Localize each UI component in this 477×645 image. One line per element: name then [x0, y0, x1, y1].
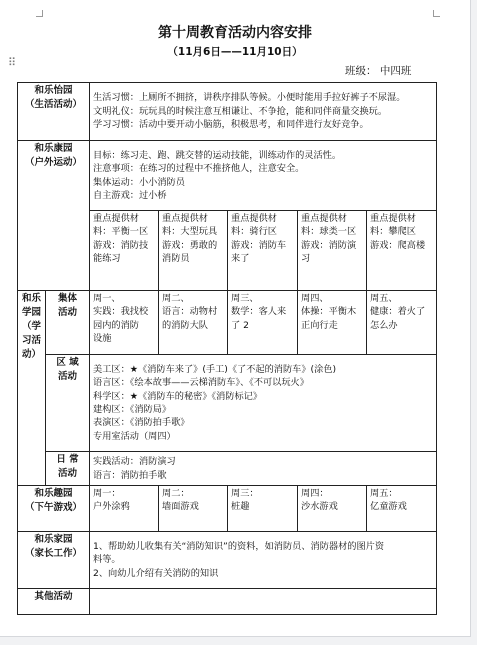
- section-play-name: 和乐趣园 （下午游戏）: [18, 486, 90, 532]
- row-learning-group: [18, 291, 437, 355]
- play-day-cell: 周三： 桩趣: [228, 486, 298, 532]
- group-day-cell: 周五、 健康：着火了 怎么办: [367, 291, 437, 355]
- group-day-cell: 周一、 实践：我找校 园内的消防 设施: [90, 291, 159, 355]
- section-life-content: [90, 83, 437, 141]
- section-learning-name: 和乐 学园 （学 习活 动）: [18, 291, 46, 486]
- station-cell: 重点提供材 料：平衡一区 游戏：消防技 能练习: [90, 211, 159, 291]
- section-life-name: 和乐怡园 （生活活动）: [18, 83, 90, 141]
- text-line: 注意事项：在练习的过程中不推挤他人，注意安全。: [93, 163, 305, 175]
- text-line: 科学区：★《消防车的秘密》《消防标记》: [93, 390, 263, 402]
- play-day-cell: 周二： 墙面游戏: [159, 486, 228, 532]
- text-line: 语言区：《绘本故事——云梯消防车》、《不可以玩火》: [93, 377, 309, 389]
- text-line: 实践活动：消防演习: [93, 456, 176, 468]
- play-day-cell: 周一： 户外涂鸦: [90, 486, 159, 532]
- text-line: 美工区：★《消防车来了》(手工)《了不起的消防车》(涂色): [93, 363, 337, 375]
- text-line: 目标：练习走、跑、跳交替的运动技能，训练动作的灵活性。: [93, 149, 342, 161]
- station-cell: 重点提供材 料：大型玩具 游戏：勇敢的 消防员: [159, 211, 228, 291]
- row-life: [18, 83, 437, 141]
- row-outdoor: [18, 141, 437, 211]
- text-line: 学习习惯：活动中要开动小脑筋，积极思考，和同伴进行友好竞争。: [93, 119, 369, 131]
- section-other-content[interactable]: [90, 589, 437, 615]
- text-line: 1、帮助幼儿收集有关“消防知识”的资料，如消防员、消防器材的图片资: [93, 540, 385, 552]
- group-day-cell: 周三、 数学：客人来 了 2: [228, 291, 298, 355]
- row-family: [18, 532, 437, 589]
- page-title: 第十周教育活动内容安排: [158, 25, 312, 41]
- schedule-table: [17, 82, 437, 615]
- section-outdoor-name: 和乐康园 （户外运动）: [18, 141, 90, 291]
- row-learning-area: [18, 355, 437, 452]
- daily-activity-content: [90, 452, 437, 486]
- text-line: 建构区：《消防局》: [93, 404, 172, 415]
- section-other-name: 其他活动: [18, 589, 90, 615]
- row-other: [18, 589, 437, 615]
- margin-corner-mark: [433, 10, 440, 17]
- text-line: 集体运动：小小消防员: [93, 176, 185, 188]
- group-day-cell: 周二、 语言：动物村 的消防大队: [159, 291, 228, 355]
- text-line: 专用室活动（周四）: [93, 430, 176, 442]
- text-line: 表演区：《消防拍手歌》: [93, 417, 190, 429]
- drag-handle-icon[interactable]: ⠿: [8, 56, 16, 69]
- text-line: 文明礼仪：玩玩具的时候注意互相谦让、不争抢，能和同伴商量交换玩。: [93, 105, 388, 117]
- row-play: [18, 486, 437, 532]
- text-line: 语言：消防拍手歌: [93, 469, 167, 481]
- group-activity-label: 集体 活动: [46, 291, 90, 355]
- play-day-cell: 周四： 沙水游戏: [298, 486, 367, 532]
- section-outdoor-content: [90, 141, 437, 211]
- text-line: 2、向幼儿介绍有关消防的知识: [93, 567, 219, 579]
- station-cell: 重点提供材 料：球类一区 游戏：消防演 习: [298, 211, 367, 291]
- date-range: （11月6日——11月10日）: [167, 46, 303, 58]
- section-family-content: [90, 532, 437, 589]
- group-day-cell: 周四、 体操：平衡木 正向行走: [298, 291, 367, 355]
- text-line: 自主游戏：过小桥: [93, 189, 167, 201]
- play-day-cell: 周五： 亿童游戏: [367, 486, 437, 532]
- class-label: 班级： 中四班: [345, 65, 412, 77]
- margin-corner-mark: [36, 10, 43, 17]
- station-cell: 重点提供材 料：骑行区 游戏：消防车 来了: [228, 211, 298, 291]
- text-line: 生活习惯：上厕所不拥挤，讲秩序排队等候。小便时能用手拉好裤子不尿湿。: [93, 92, 406, 104]
- area-activity-label: 区 域 活动: [46, 355, 90, 452]
- text-line: 料等。: [93, 554, 121, 566]
- row-learning-daily: [18, 452, 437, 486]
- station-cell: 重点提供材 料：攀爬区 游戏：爬高楼: [367, 211, 437, 291]
- section-family-name: 和乐家园 （家长工作）: [18, 532, 90, 589]
- area-activity-content: [90, 355, 437, 452]
- daily-activity-label: 日 常 活动: [46, 452, 90, 486]
